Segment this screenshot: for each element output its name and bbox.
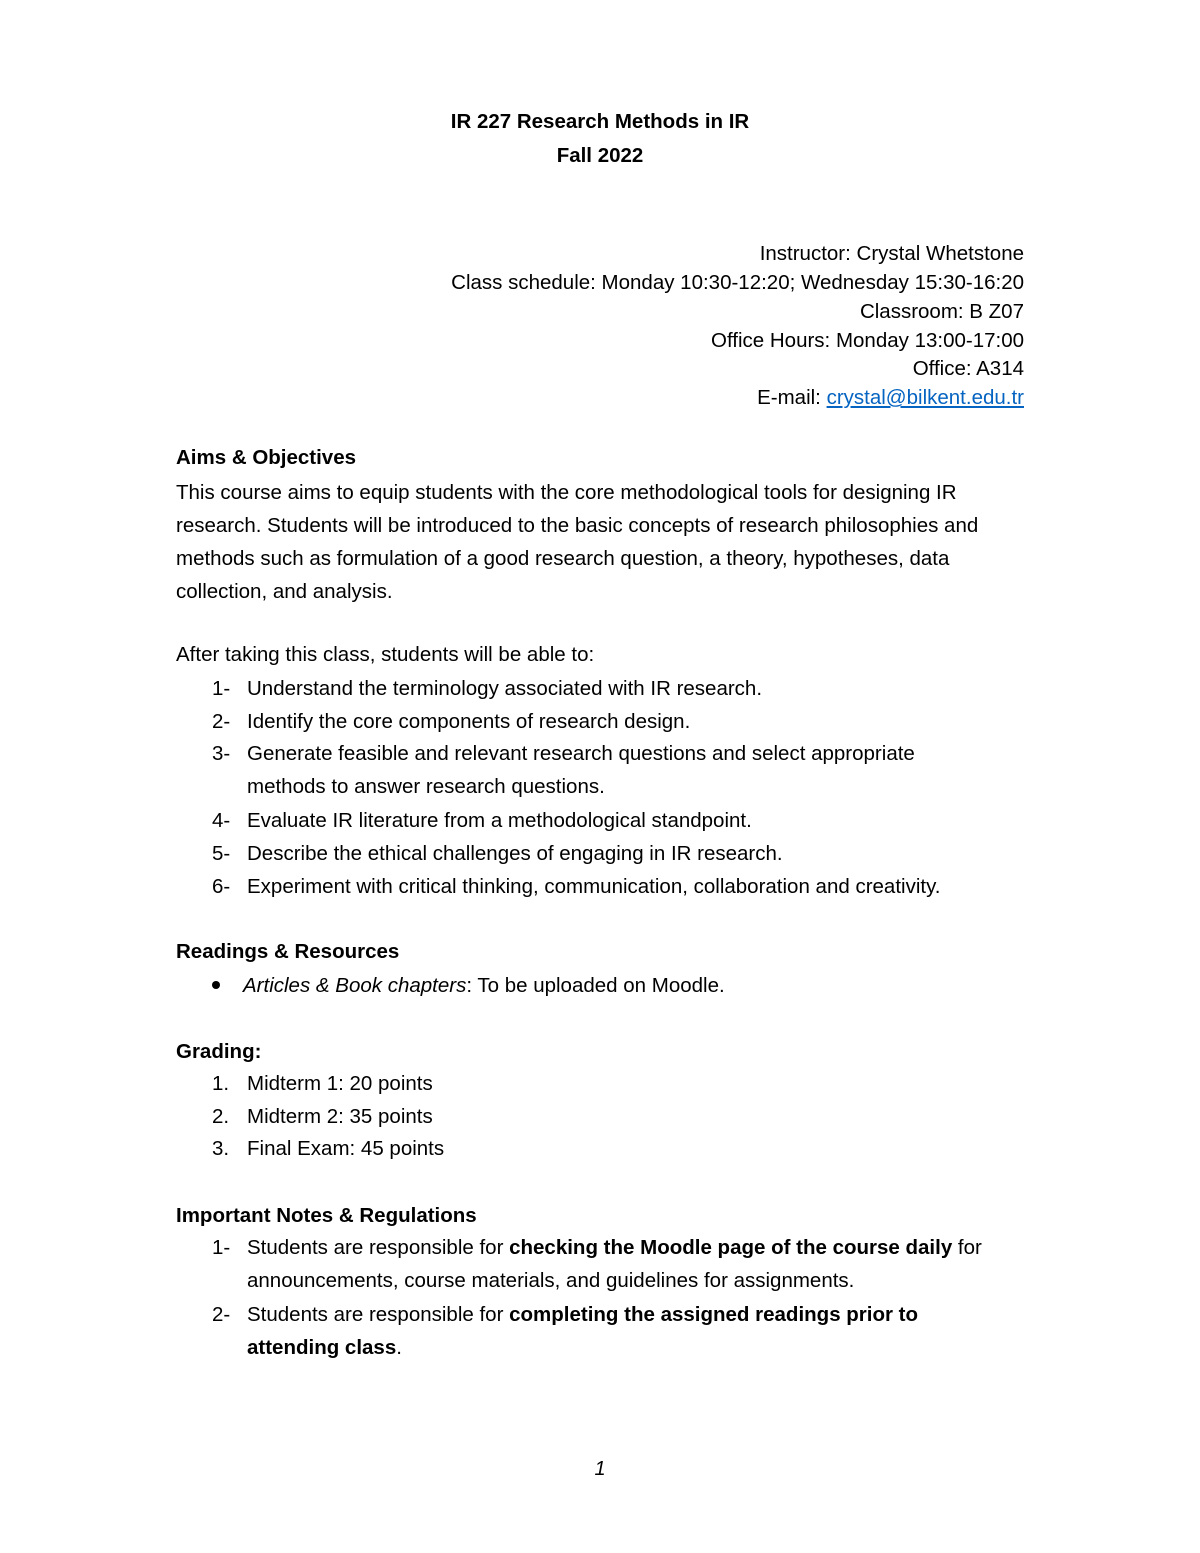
outcomes-intro: After taking this class, students will be able to: [176,643,595,666]
list-number: 6- [212,875,231,898]
list-number: 1- [212,677,231,700]
list-number: 4- [212,809,231,832]
classroom-line: Classroom: B Z07 [859,300,1024,323]
readings-item-italic: Articles & Book chapters [243,974,467,997]
note-text-bold: checking the Moodle page of the course daily [509,1236,953,1259]
readings-item-text: : To be uploaded on Moodle. [466,974,725,997]
note-text-post: for announcements, course materials, and guidelines for assignments. [247,1236,982,1292]
aims-heading: Aims & Objectives [176,446,357,469]
instructor-line: Instructor: Crystal Whetstone [759,242,1024,265]
list-number: 2. [212,1105,230,1128]
readings-item [212,969,725,1002]
grading-item [212,1100,1012,1133]
list-text: Midterm 2: 35 points [247,1105,433,1128]
grading-item [212,1132,1012,1165]
notes-item [212,1231,1002,1297]
note-text-post: . [396,1336,402,1359]
note-text-pre: Students are responsible for [247,1303,510,1326]
list-number: 5- [212,842,231,865]
notes-heading: Important Notes & Regulations [176,1204,477,1227]
list-number: 1. [212,1072,230,1095]
email-label: E-mail: [757,386,827,409]
email-line [757,386,1024,410]
list-text: Experiment with critical thinking, communication, collaboration and creativity. [247,875,941,898]
note-text-bold: completing the assigned readings prior to attending class [247,1303,919,1359]
list-number: 1- [212,1236,231,1259]
list-text: Describe the ethical challenges of engaging in IR research. [247,842,783,865]
aims-paragraph: This course aims to equip students with the core methodological tools for designing IR research. Students will be introduced to the basic concepts of research philosophies and methods such as formulation of a good research question, a theory, hypotheses, data collection, and analysis. [176,481,979,603]
list-number: 3. [212,1137,230,1160]
list-item [212,870,1012,903]
list-text: Midterm 1: 20 points [247,1072,433,1095]
schedule-line: Class schedule: Monday 10:30-12:20; Wednesday 15:30-16:20 [451,271,1024,294]
readings-heading: Readings & Resources [176,940,400,963]
note-text-pre: Students are responsible for [247,1236,510,1259]
grading-heading: Grading: [176,1040,262,1063]
page-number: 1 [594,1458,606,1480]
list-item [212,705,1012,738]
list-number: 2- [212,1303,231,1326]
list-text: Understand the terminology associated with IR research. [247,677,763,700]
list-item [212,804,1012,837]
list-item [212,837,1012,870]
list-text: Evaluate IR literature from a methodological standpoint. [247,809,752,832]
list-text: Generate feasible and relevant research questions and select appropriate methods to answer research questions. [247,742,915,798]
bullet-icon [212,981,220,989]
list-number: 3- [212,742,231,765]
office-line: Office: A314 [912,357,1024,380]
notes-item [212,1298,952,1364]
list-item [212,737,972,803]
course-title: IR 227 Research Methods in IR [450,110,750,133]
email-link[interactable]: crystal@bilkent.edu.tr [826,386,1024,409]
office-hours-line: Office Hours: Monday 13:00-17:00 [711,329,1024,352]
list-number: 2- [212,710,231,733]
list-text: Final Exam: 45 points [247,1137,445,1160]
list-text [247,1298,952,1364]
term: Fall 2022 [556,144,644,167]
list-text: Identify the core components of research design. [247,710,691,733]
list-text [247,1231,1002,1297]
list-item [212,672,1012,705]
grading-item [212,1067,1012,1100]
